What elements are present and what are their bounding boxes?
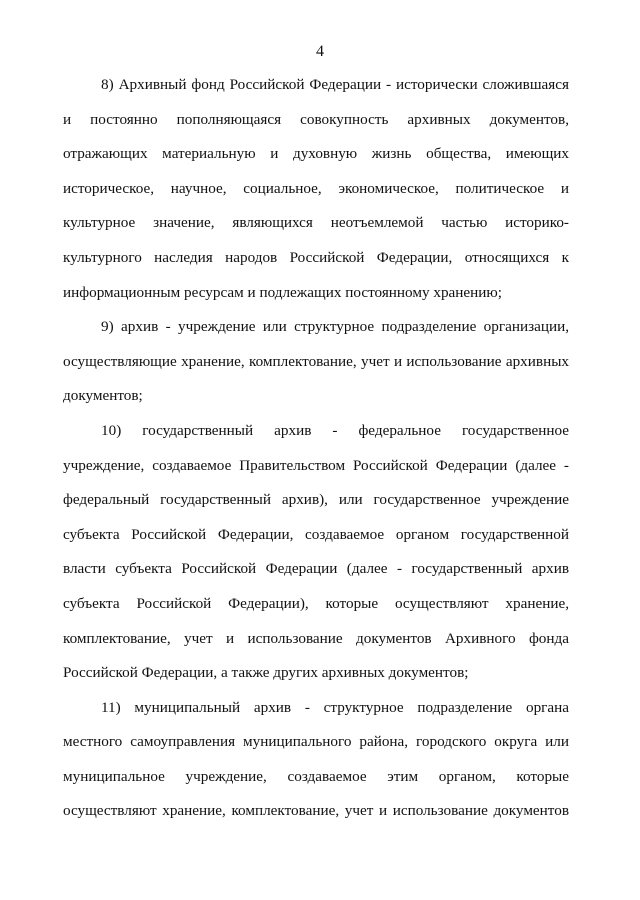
text-line: муниципальное учреждение, создаваемое этим органом, которые [63, 767, 569, 785]
text-line: 8) Архивный фонд Российской Федерации - исторически сложившаяся [101, 76, 569, 93]
text-line: культурное значение, являющихся неотъемлемой частью историко- [63, 214, 569, 232]
text-line: субъекта Российской Федерации), которые осуществляют хранение, [63, 594, 569, 612]
text-line: учреждение, создаваемое Правительством Российской Федерации (далее - [63, 456, 569, 474]
text-line: документов; [63, 387, 143, 405]
paragraph-item-11 [63, 691, 569, 829]
document-body [63, 68, 569, 829]
text-line: информационным ресурсам и подлежащих постоянному хранению; [63, 283, 502, 301]
text-line: 9) архив - учреждение или структурное подразделение организации, [101, 318, 569, 336]
text-line: федеральный государственный архив), или государственное учреждение [63, 491, 569, 509]
text-line: власти субъекта Российской Федерации (далее - государственный архив [63, 560, 569, 578]
page-number: 4 [316, 43, 324, 60]
text-line: 11) муниципальный архив - структурное подразделение органа [101, 698, 569, 716]
paragraph-item-10 [63, 414, 569, 691]
text-line: отражающих материальную и духовную жизнь общества, имеющих [63, 145, 569, 163]
text-line: историческое, научное, социальное, экономическое, политическое и [63, 179, 569, 197]
text-line: Российской Федерации, а также других архивных документов; [63, 664, 469, 682]
text-line: местного самоуправления муниципального района, городского округа или [63, 733, 569, 751]
text-line: комплектование, учет и использование документов Архивного фонда [63, 629, 569, 647]
text-line: субъекта Российской Федерации, создаваемое органом государственной [63, 525, 569, 543]
text-line: осуществляют хранение, комплектование, учет и использование документов [63, 802, 569, 820]
text-line: осуществляющие хранение, комплектование, учет и использование архивных [63, 352, 569, 370]
text-line: культурного наследия народов Российской Федерации, относящихся к [63, 248, 569, 266]
text-line: 10) государственный архив - федеральное государственное [101, 421, 569, 439]
paragraph-item-9 [63, 310, 569, 414]
paragraph-item-8 [63, 68, 569, 310]
text-line: и постоянно пополняющаяся совокупность архивных документов, [63, 110, 569, 128]
